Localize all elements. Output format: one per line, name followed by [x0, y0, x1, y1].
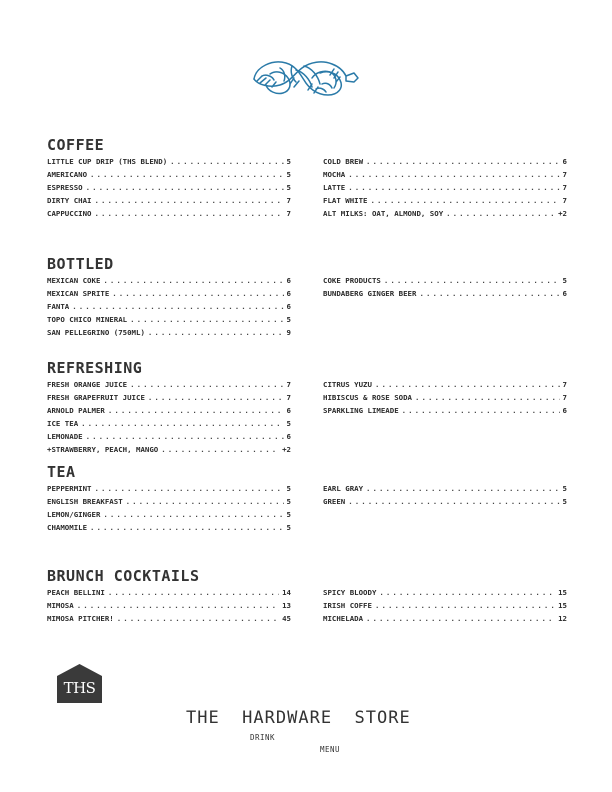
item-name: SPARKLING LIMEADE [323, 406, 399, 415]
item-price: 6 [562, 406, 567, 415]
dot-leader [86, 183, 284, 192]
item-price: 5 [286, 510, 291, 519]
item-price: +2 [282, 445, 291, 454]
item-name: MIMOSA PITCHER! [47, 614, 114, 623]
item-price: 7 [562, 170, 567, 179]
item-name: BUNDABERG GINGER BEER [323, 289, 417, 298]
dot-leader [108, 406, 284, 415]
item-name: LITTLE CUP DRIP (THS BLEND) [47, 157, 168, 166]
dot-leader [446, 209, 555, 218]
item-price: 5 [286, 419, 291, 428]
item-name: MEXICAN SPRITE [47, 289, 110, 298]
list-item [323, 183, 567, 196]
dot-leader [90, 170, 284, 179]
dot-leader [148, 328, 284, 337]
item-name: MEXICAN COKE [47, 276, 101, 285]
list-item [323, 209, 567, 222]
item-price: 6 [286, 432, 291, 441]
list-item [323, 393, 567, 406]
item-name: CAPPUCCINO [47, 209, 92, 218]
list-item [47, 209, 291, 222]
list-item [47, 432, 291, 445]
section-title-brunch-cocktails: BRUNCH COCKTAILS [47, 567, 200, 585]
list-item [47, 497, 291, 510]
list-item [47, 614, 291, 627]
bottled-left-list [47, 276, 291, 341]
list-item [323, 276, 567, 289]
item-price: 7 [286, 196, 291, 205]
dot-leader [366, 484, 560, 493]
item-name: +STRAWBERRY, PEACH, MANGO [47, 445, 159, 454]
list-item [47, 588, 291, 601]
list-item [323, 601, 567, 614]
item-price: 5 [562, 484, 567, 493]
item-price: 6 [562, 157, 567, 166]
dot-leader [148, 393, 284, 402]
item-name: SPICY BLOODY [323, 588, 377, 597]
item-price: 7 [562, 380, 567, 389]
item-name: FRESH ORANGE JUICE [47, 380, 128, 389]
dot-leader [348, 170, 559, 179]
item-name: PEPPERMINT [47, 484, 92, 493]
list-item [323, 380, 567, 393]
list-item [323, 289, 567, 302]
dot-leader [95, 209, 284, 218]
item-price: 15 [558, 601, 567, 610]
item-price: 5 [562, 497, 567, 506]
brunch-left-list [47, 588, 291, 627]
dot-leader [170, 157, 283, 166]
dot-leader [375, 601, 555, 610]
item-price: 15 [558, 588, 567, 597]
list-item [47, 523, 291, 536]
section-title-coffee: COFFEE [47, 136, 105, 154]
item-name: AMERICANO [47, 170, 88, 179]
brunch-right-list [323, 588, 567, 627]
item-price: 13 [282, 601, 291, 610]
item-name: GREEN [323, 497, 346, 506]
list-item [47, 157, 291, 170]
section-title-tea: TEA [47, 463, 76, 481]
list-item [47, 328, 291, 341]
list-item [47, 419, 291, 432]
item-name: ESPRESSO [47, 183, 83, 192]
item-price: 6 [286, 276, 291, 285]
list-item [47, 315, 291, 328]
list-item [323, 614, 567, 627]
list-item [47, 393, 291, 406]
item-name: LATTE [323, 183, 346, 192]
dot-leader [95, 196, 284, 205]
coffee-right-list [323, 157, 567, 222]
dot-leader [81, 419, 283, 428]
dot-leader [103, 276, 283, 285]
item-name: MIMOSA [47, 601, 74, 610]
dot-leader [108, 588, 279, 597]
dot-leader [103, 510, 283, 519]
dot-leader [86, 432, 284, 441]
house-logo-text: THS [63, 679, 96, 697]
item-name: DIRTY CHAI [47, 196, 92, 205]
item-price: 14 [282, 588, 291, 597]
item-name: MICHELADA [323, 614, 364, 623]
dot-leader [415, 393, 560, 402]
list-item [323, 497, 567, 510]
brand-name: THE HARDWARE STORE [186, 708, 411, 728]
item-name: ICE TEA [47, 419, 79, 428]
item-price: 7 [562, 196, 567, 205]
item-name: ENGLISH BREAKFAST [47, 497, 123, 506]
list-item [47, 289, 291, 302]
item-name: MOCHA [323, 170, 346, 179]
item-price: 12 [558, 614, 567, 623]
dot-leader [366, 614, 555, 623]
section-title-refreshing: REFRESHING [47, 359, 143, 377]
dot-leader [379, 588, 555, 597]
dot-leader [402, 406, 560, 415]
item-price: 5 [286, 183, 291, 192]
dot-leader [348, 497, 559, 506]
list-item [323, 170, 567, 183]
list-item [323, 484, 567, 497]
item-name: COKE PRODUCTS [323, 276, 381, 285]
item-name: ARNOLD PALMER [47, 406, 105, 415]
item-name: FANTA [47, 302, 70, 311]
list-item [47, 484, 291, 497]
item-name: FLAT WHITE [323, 196, 368, 205]
list-item [47, 302, 291, 315]
item-name: CITRUS YUZU [323, 380, 372, 389]
coffee-left-list [47, 157, 291, 222]
list-item [47, 510, 291, 523]
list-item [47, 601, 291, 614]
tea-left-list [47, 484, 291, 536]
dot-leader [130, 315, 283, 324]
dot-leader [161, 445, 279, 454]
item-price: 6 [286, 302, 291, 311]
item-name: HIBISCUS & ROSE SODA [323, 393, 412, 402]
item-price: 5 [286, 523, 291, 532]
item-price: 5 [286, 157, 291, 166]
tea-right-list [323, 484, 567, 510]
list-item [47, 380, 291, 393]
item-price: 5 [286, 484, 291, 493]
item-price: 5 [286, 170, 291, 179]
item-price: 7 [286, 209, 291, 218]
refreshing-left-list [47, 380, 291, 458]
dot-leader [117, 614, 279, 623]
list-item [323, 588, 567, 601]
item-price: 9 [286, 328, 291, 337]
item-name: SAN PELLEGRINO (750ML) [47, 328, 145, 337]
dot-leader [366, 157, 560, 166]
list-item [323, 406, 567, 419]
dot-leader [130, 380, 283, 389]
dot-leader [375, 380, 560, 389]
item-price: 7 [562, 183, 567, 192]
item-price: 5 [286, 315, 291, 324]
item-price: 5 [562, 276, 567, 285]
item-price: 7 [286, 380, 291, 389]
rope-knot-icon [250, 54, 362, 100]
dot-leader [77, 601, 279, 610]
bottled-right-list [323, 276, 567, 302]
item-name: PEACH BELLINI [47, 588, 105, 597]
refreshing-right-list [323, 380, 567, 419]
item-name: TOPO CHICO MINERAL [47, 315, 128, 324]
dot-leader [72, 302, 283, 311]
item-price: +2 [558, 209, 567, 218]
list-item [47, 445, 291, 458]
dot-leader [348, 183, 559, 192]
list-item [323, 196, 567, 209]
list-item [47, 276, 291, 289]
item-price: 6 [286, 406, 291, 415]
dot-leader [371, 196, 560, 205]
item-price: 6 [286, 289, 291, 298]
item-name: FRESH GRAPEFRUIT JUICE [47, 393, 145, 402]
item-name: EARL GRAY [323, 484, 364, 493]
list-item [47, 183, 291, 196]
dot-leader [419, 289, 559, 298]
list-item [47, 196, 291, 209]
item-name: CHAMOMILE [47, 523, 88, 532]
list-item [47, 170, 291, 183]
dot-leader [112, 289, 283, 298]
dot-leader [126, 497, 284, 506]
item-name: LEMONADE [47, 432, 83, 441]
dot-leader [90, 523, 284, 532]
menu-label: MENU [320, 745, 341, 754]
item-name: IRISH COFFE [323, 601, 372, 610]
item-price: 7 [286, 393, 291, 402]
item-name: COLD BREW [323, 157, 364, 166]
item-price: 6 [562, 289, 567, 298]
section-title-bottled: BOTTLED [47, 255, 114, 273]
item-price: 45 [282, 614, 291, 623]
item-price: 7 [562, 393, 567, 402]
item-name: ALT MILKS: OAT, ALMOND, SOY [323, 209, 444, 218]
dot-leader [95, 484, 284, 493]
list-item [323, 157, 567, 170]
item-price: 5 [286, 497, 291, 506]
dot-leader [384, 276, 560, 285]
list-item [47, 406, 291, 419]
item-name: LEMON/GINGER [47, 510, 101, 519]
drink-label: DRINK [250, 733, 276, 742]
